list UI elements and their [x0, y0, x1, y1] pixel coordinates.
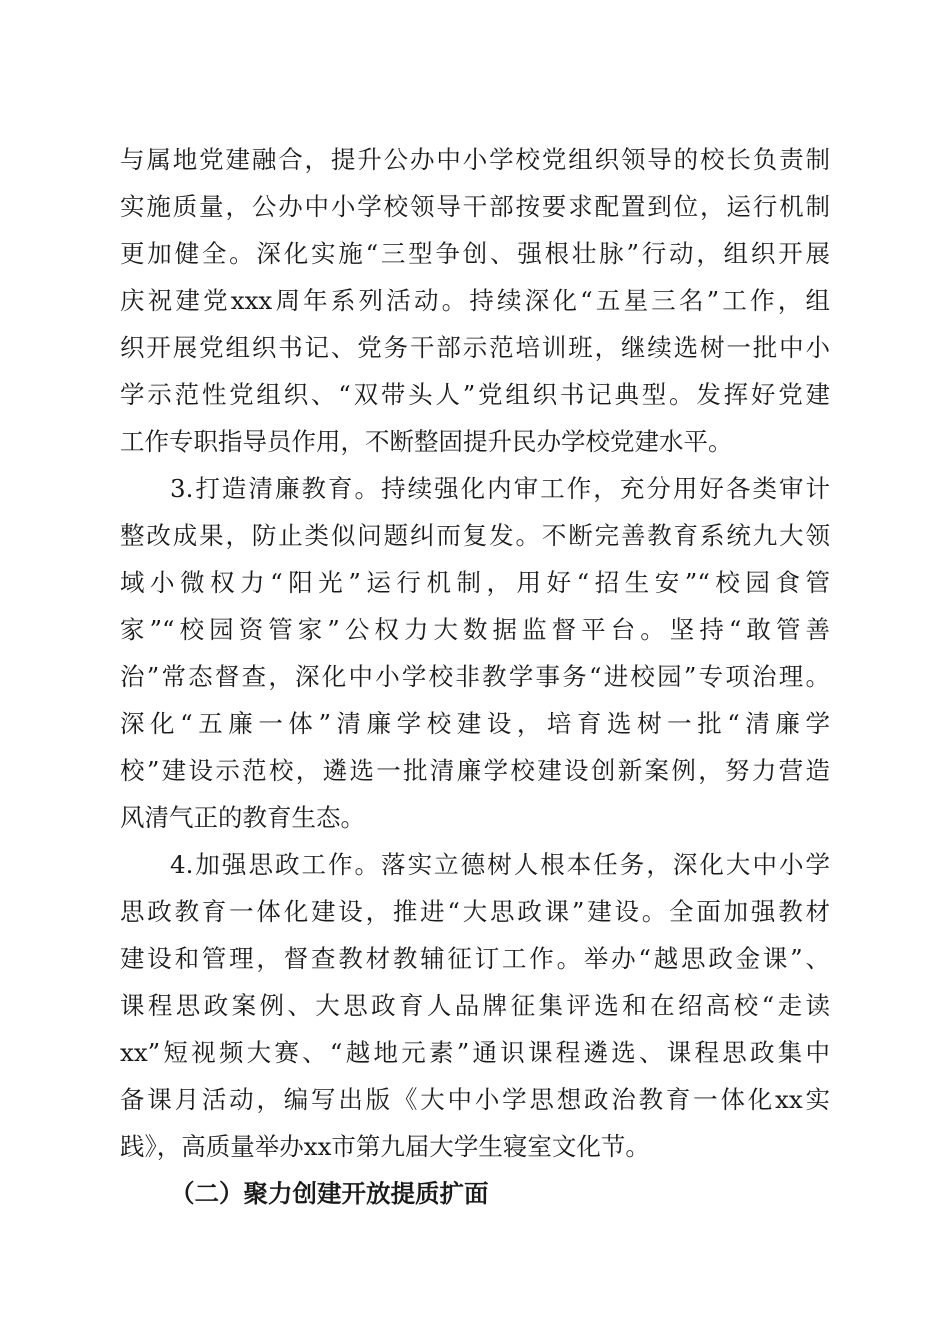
paragraph-line: 庆祝建党xxx周年系列活动。持续深化“五星三名”工作，组 [120, 286, 830, 315]
paragraph-line: 更加健全。深化实施“三型争创、强根壮脉”行动，组织开展 [120, 239, 830, 268]
paragraph-line: 域小微权力“阳光”运行机制，用好“招生安”“校园食管 [120, 568, 830, 597]
paragraph-line: xx”短视频大赛、“越地元素”通识课程遴选、课程思政集中 [120, 1038, 830, 1067]
paragraph-line: 思政教育一体化建设，推进“大思政课”建设。全面加强教材 [120, 897, 830, 926]
paragraph-line: 织开展党组织书记、党务干部示范培训班，继续选树一批中小 [120, 333, 830, 362]
paragraph-line: 工作专职指导员作用，不断整固提升民办学校党建水平。 [120, 427, 733, 456]
paragraph-line: 校”建设示范校，遴选一批清廉学校建设创新案例，努力营造 [120, 756, 830, 785]
paragraph-line: 3.打造清廉教育。持续强化内审工作，充分用好各类审计 [170, 474, 830, 503]
paragraph-line: 备课月活动，编写出版《大中小学思想政治教育一体化xx实 [120, 1085, 830, 1114]
paragraph-line: 学示范性党组织、“双带头人”党组织书记典型。发挥好党建 [120, 380, 830, 409]
paragraph-line: 与属地党建融合，提升公办中小学校党组织领导的校长负责制 [120, 145, 830, 174]
paragraph-line: 深化“五廉一体”清廉学校建设，培育选树一批“清廉学 [120, 709, 830, 738]
paragraph-line: 家”“校园资管家”公权力大数据监督平台。坚持“敢管善 [120, 615, 830, 644]
paragraph-line: 建设和管理，督查教材教辅征订工作。举办“越思政金课”、 [120, 944, 830, 973]
paragraph-line: 实施质量，公办中小学校领导干部按要求配置到位，运行机制 [120, 192, 830, 221]
paragraph-line: 整改成果，防止类似问题纠而复发。不断完善教育系统九大领 [120, 521, 830, 550]
paragraph-line: 风清气正的教育生态。 [120, 803, 365, 832]
section-heading: （二）聚力创建开放提质扩面 [170, 1179, 489, 1208]
paragraph-line: 4.加强思政工作。落实立德树人根本任务，深化大中小学 [170, 850, 830, 879]
paragraph-line: 课程思政案例、大思政育人品牌征集评选和在绍高校“走读 [120, 991, 830, 1020]
paragraph-line: 践》，高质量举办xx市第九届大学生寝室文化节。 [120, 1132, 650, 1161]
paragraph-line: 治”常态督查，深化中小学校非教学事务“进校园”专项治理。 [120, 662, 830, 691]
